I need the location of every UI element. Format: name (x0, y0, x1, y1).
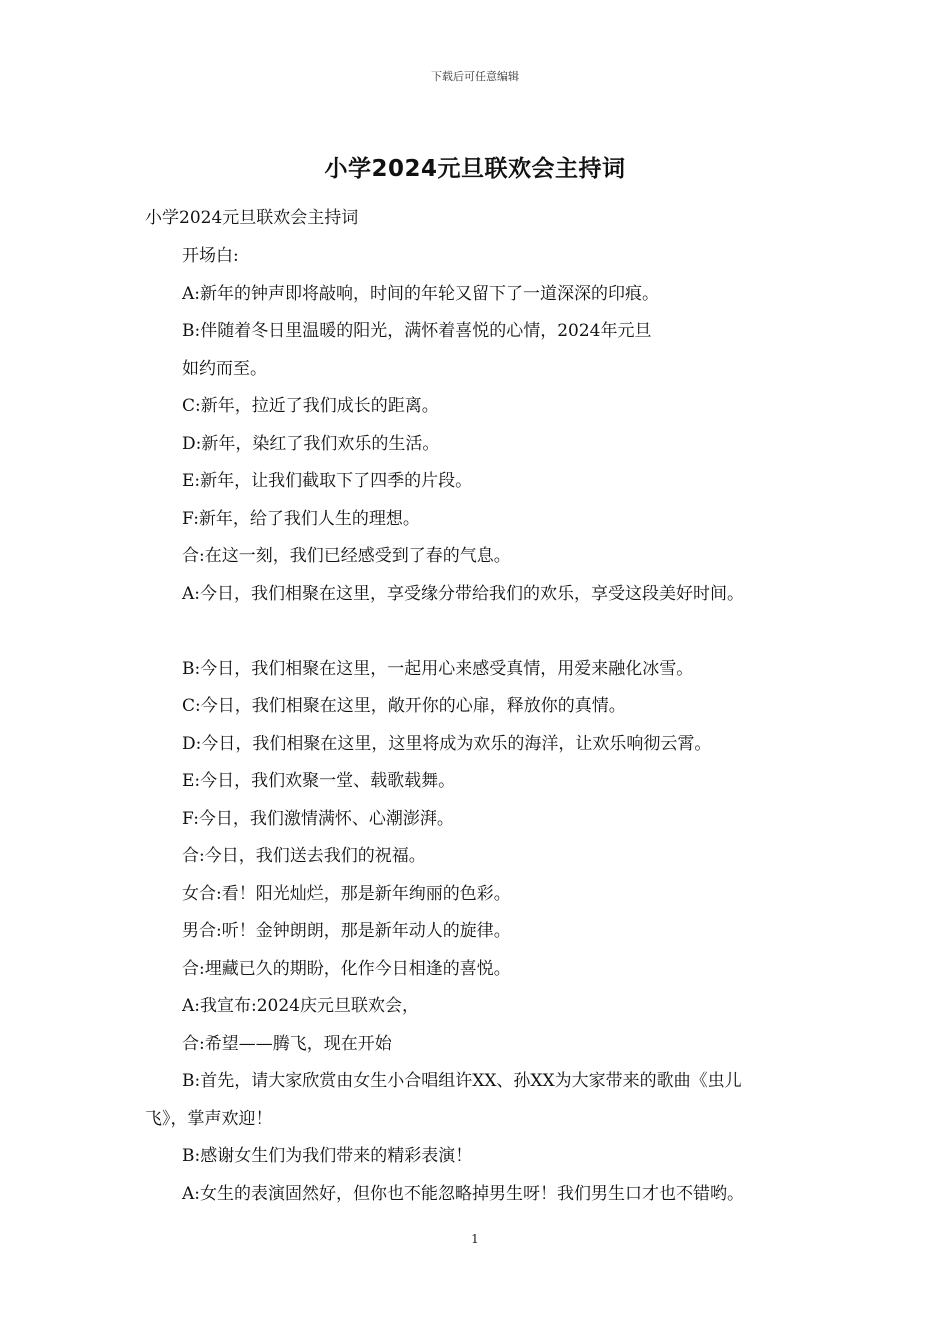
paragraph: A:新年的钟声即将敲响，时间的年轮又留下了一道深深的印痕。 (182, 283, 660, 304)
paragraph: B:首先，请大家欣赏由女生小合唱组许XX、孙XX为大家带来的歌曲《虫儿 (182, 1071, 742, 1091)
paragraph: A:女生的表演固然好，但你也不能忽略掉男生呀！我们男生口才也不错哟。 (182, 1183, 745, 1204)
paragraph: 男合:听！金钟朗朗，那是新年动人的旋律。 (182, 921, 511, 941)
paragraph: C:新年，拉近了我们成长的距离。 (182, 396, 439, 416)
paragraph: B:感谢女生们为我们带来的精彩表演！ (182, 1146, 473, 1166)
paragraph: F:新年，给了我们人生的理想。 (182, 508, 420, 529)
document-title: 小学2024元旦联欢会主持词 (324, 156, 626, 182)
paragraph: 合:希望——腾飞，现在开始 (182, 1033, 392, 1054)
paragraph: A:今日，我们相聚在这里，享受缘分带给我们的欢乐，享受这段美好时间。 (182, 583, 745, 604)
paragraph: 合:在这一刻，我们已经感受到了春的气息。 (182, 546, 511, 566)
paragraph: 合:今日，我们送去我们的祝福。 (182, 846, 426, 866)
paragraph-opening: 开场白: (182, 246, 239, 266)
paragraph-continuation: 飞》，掌声欢迎！ (145, 1108, 273, 1129)
paragraph: 合:埋藏已久的期盼，化作今日相逢的喜悦。 (182, 958, 511, 979)
paragraph: A:我宣布:2024庆元旦联欢会， (182, 996, 419, 1016)
document-subtitle: 小学2024元旦联欢会主持词 (145, 208, 359, 228)
paragraph: D:今日，我们相聚在这里，这里将成为欢乐的海洋，让欢乐响彻云霄。 (182, 733, 712, 754)
paragraph: F:今日，我们激情满怀、心潮澎湃。 (182, 808, 454, 829)
paragraph: E:今日，我们欢聚一堂、载歌载舞。 (182, 771, 456, 791)
paragraph: B:伴随着冬日里温暖的阳光，满怀着喜悦的心情，2024年元旦 (182, 321, 652, 341)
paragraph-spacer (145, 613, 825, 651)
paragraph: B:今日，我们相聚在这里，一起用心来感受真情，用爱来融化冰雪。 (182, 658, 694, 679)
paragraph: C:今日，我们相聚在这里，敞开你的心扉，释放你的真情。 (182, 696, 626, 716)
page-number: 1 (471, 1232, 479, 1246)
document-body (145, 238, 825, 1213)
paragraph-continuation: 如约而至。 (182, 358, 267, 379)
paragraph: E:新年，让我们截取下了四季的片段。 (182, 471, 473, 491)
page-header: 下载后可任意编辑 (431, 70, 519, 83)
paragraph: 女合:看！阳光灿烂，那是新年绚丽的色彩。 (182, 883, 511, 904)
paragraph: D:新年，染红了我们欢乐的生活。 (182, 433, 440, 454)
